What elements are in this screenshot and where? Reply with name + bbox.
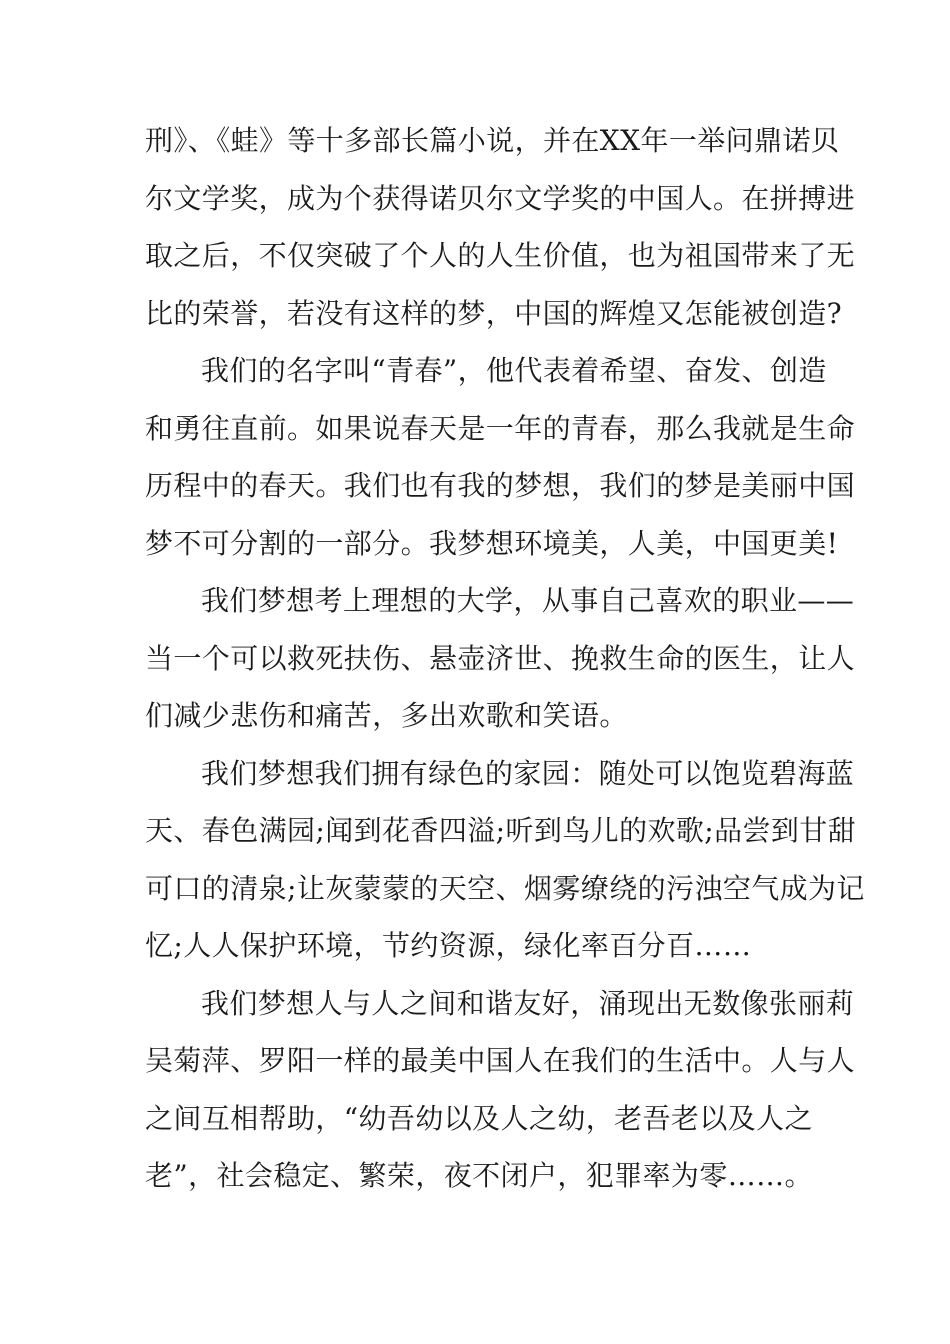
paragraph-3: [145, 572, 856, 745]
text-line: 我们梦想考上理想的大学，从事自己喜欢的职业——: [201, 584, 855, 617]
text-line: 刑》、《蛙》等十多部长篇小说，并在XX年一举问鼎诺贝: [145, 124, 840, 157]
text-line: 尔文学奖，成为个获得诺贝尔文学奖的中国人。在拼搏进: [145, 181, 856, 215]
text-line: 吴菊萍、罗阳一样的最美中国人在我们的生活中。人与人: [145, 1044, 856, 1077]
text-line: 和勇往直前。如果说春天是一年的青春，那么我就是生命: [145, 411, 856, 445]
text-line: 天、春色满园;闻到花香四溢;听到鸟儿的欢歌;品尝到甘甜: [145, 814, 857, 847]
text-line: 取之后，不仅突破了个人的人生价值，也为祖国带来了无: [145, 239, 856, 272]
paragraph-2: [145, 342, 856, 572]
text-line: 之间互相帮助，“幼吾幼以及人之幼，老吾老以及人之: [145, 1101, 813, 1135]
text-line: 当一个可以救死扶伤、悬壶济世、挽救生命的医生，让人: [145, 641, 856, 675]
text-line: 老”，社会稳定、繁荣，夜不闭户，犯罪率为零……。: [145, 1159, 813, 1192]
text-line: 们减少悲伤和痛苦，多出欢歌和笑语。: [145, 699, 628, 732]
text-line: 我们梦想人与人之间和谐友好，涌现出无数像张丽莉: [201, 986, 855, 1020]
text-line: 可口的清泉;让灰蒙蒙的天空、烟雾缭绕的污浊空气成为记: [145, 871, 865, 905]
paragraph-5: [145, 975, 856, 1205]
text-line: 梦不可分割的一部分。我梦想环境美，人美，中国更美!: [145, 526, 839, 560]
text-line: 我们梦想我们拥有绿色的家园：随处可以饱览碧海蓝: [201, 756, 855, 790]
text-line: 忆;人人保护环境，节约资源，绿化率百分百……: [145, 929, 752, 962]
text-line: 历程中的春天。我们也有我的梦想，我们的梦是美丽中国: [145, 469, 856, 502]
document-body: [145, 112, 865, 1205]
text-line: 我们的名字叫“青春”，他代表着希望、奋发、创造: [201, 354, 827, 387]
paragraph-1: [145, 112, 856, 342]
text-line: 比的荣誉，若没有这样的梦，中国的辉煌又怎能被创造?: [145, 296, 843, 330]
paragraph-4: [145, 745, 865, 975]
